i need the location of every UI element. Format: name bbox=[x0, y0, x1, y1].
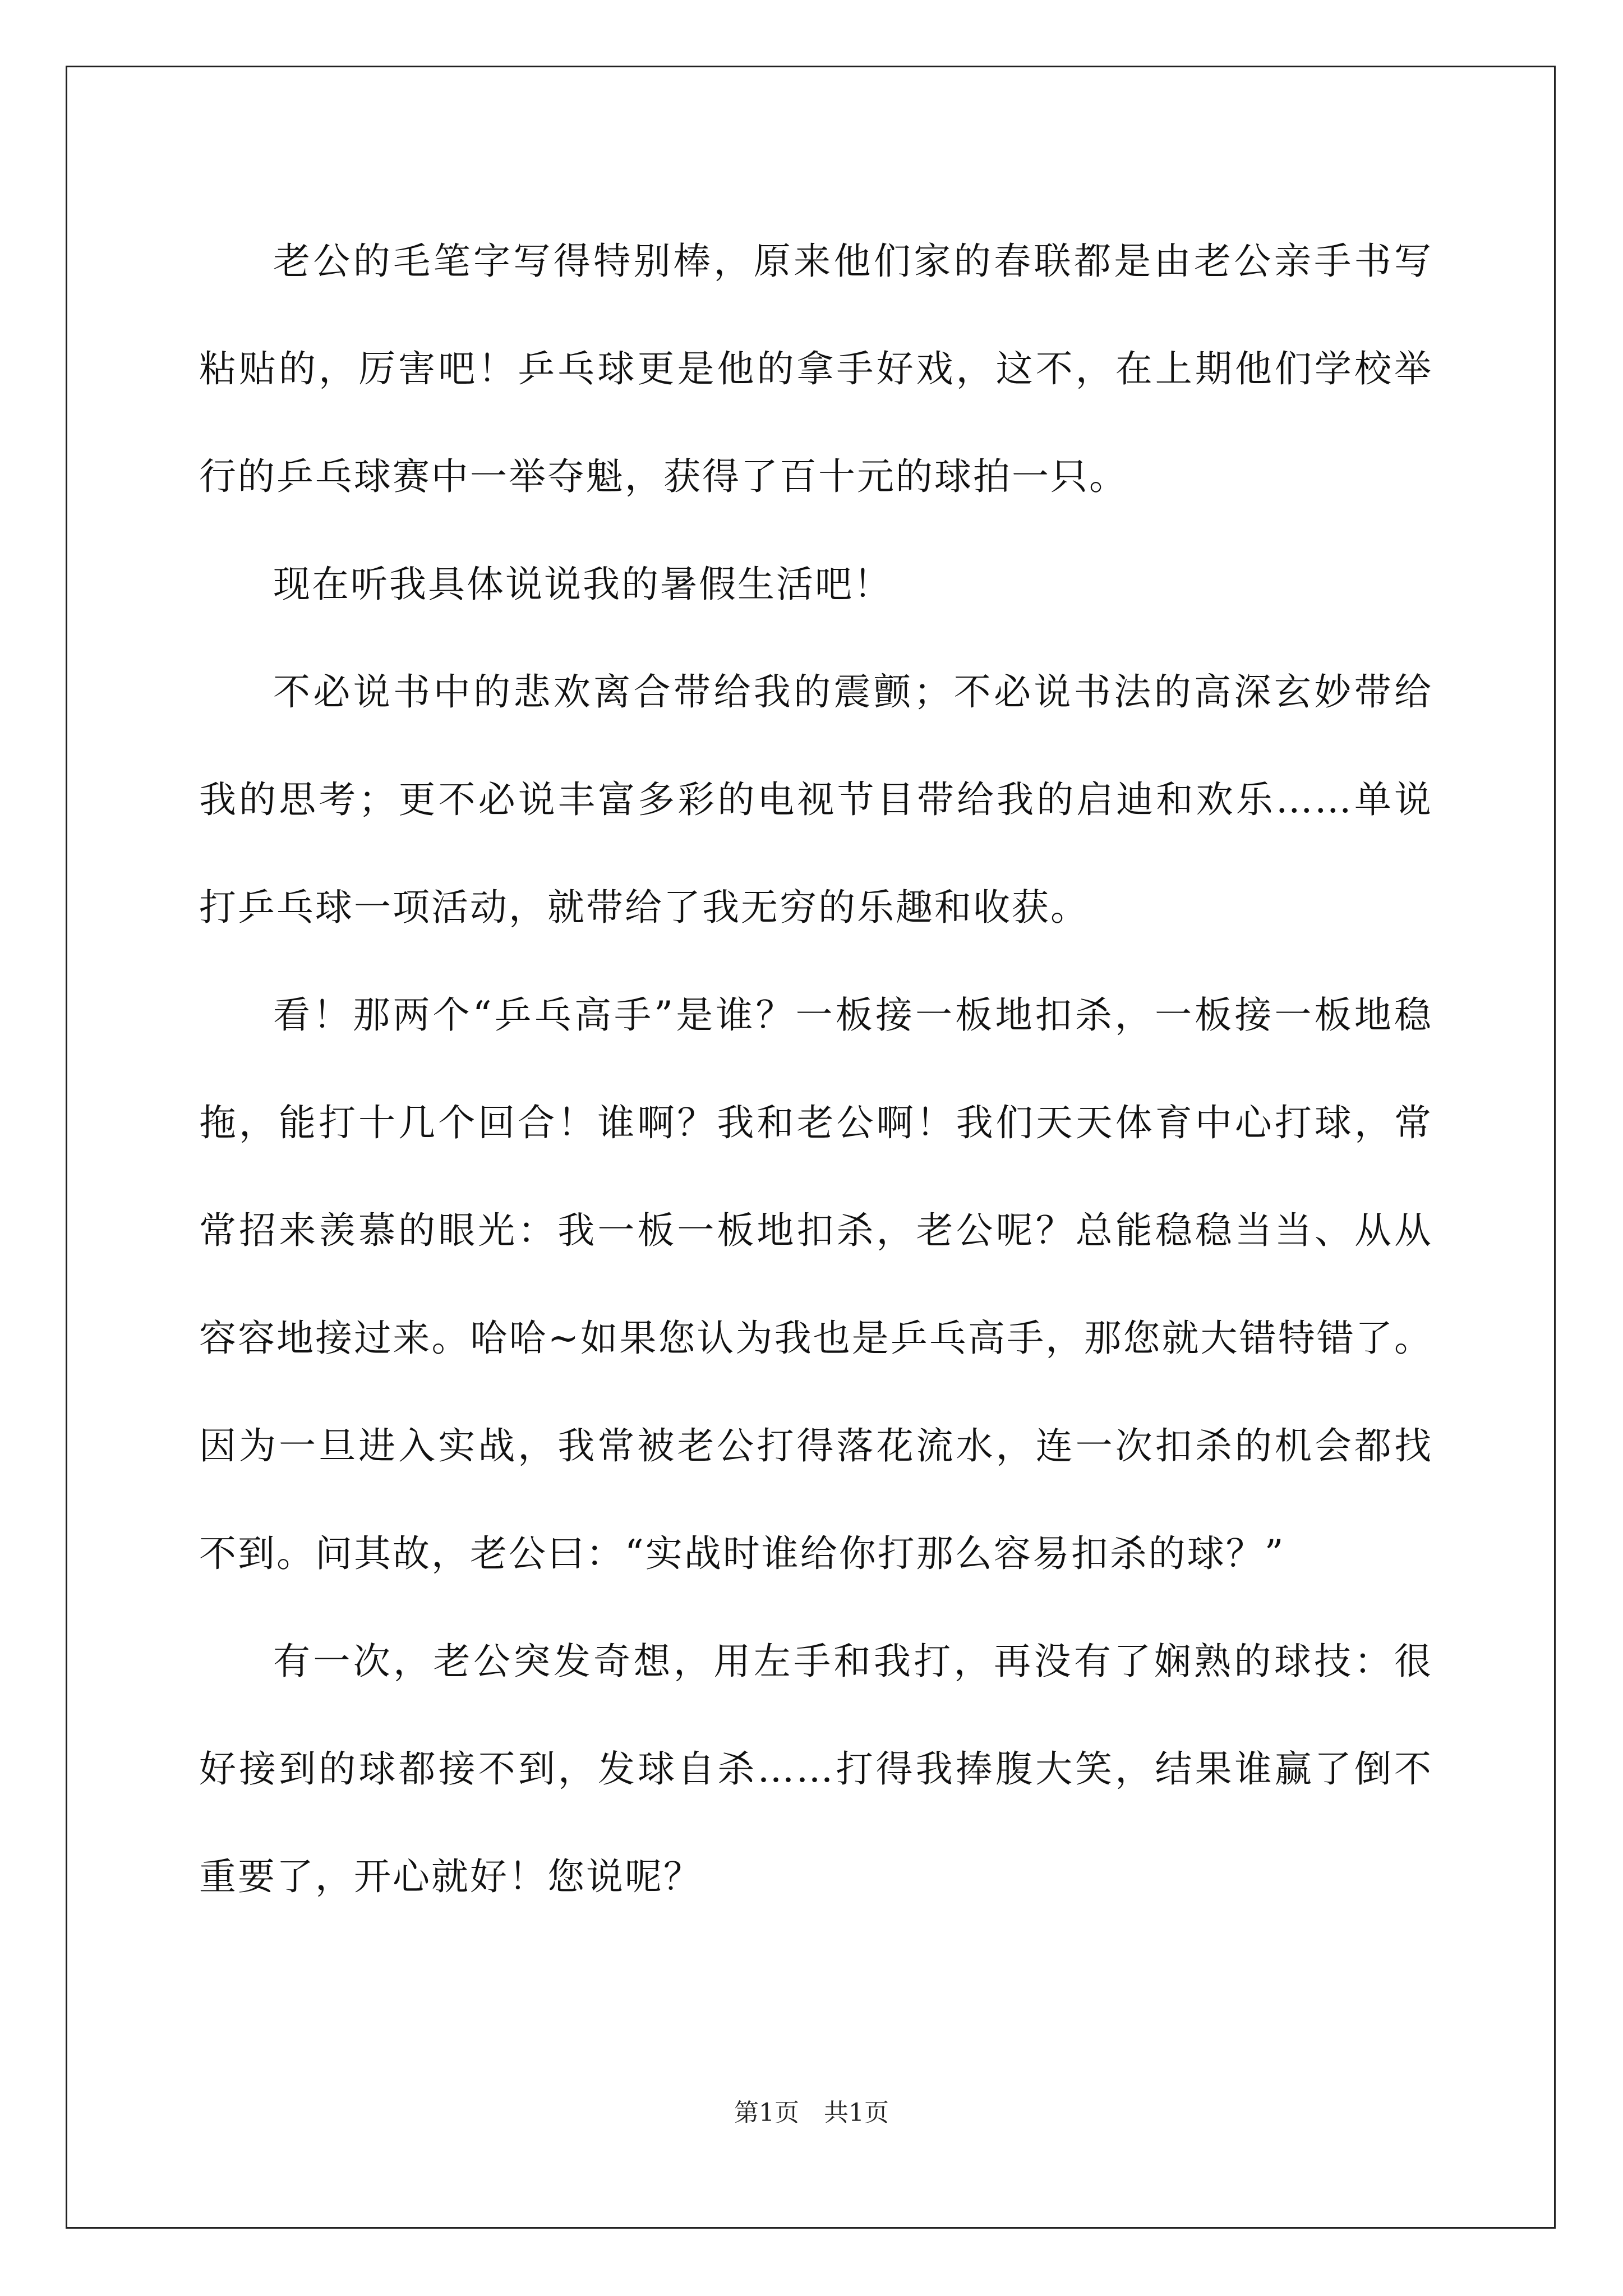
document-body bbox=[199, 208, 1433, 1931]
page-number-footer: 第1页 共1页 bbox=[734, 2099, 889, 2127]
paragraph-2: 现在听我具体说说我的暑假生活吧！ bbox=[273, 563, 892, 606]
paragraph-5: 有一次，老公突发奇想，用左手和我打，再没有了娴熟的球技：很好接到的球都接不到，发球自杀……打得我捧腹大笑，结果谁赢了倒不重要了，开心就好！您说呢？ bbox=[199, 1640, 1433, 1898]
paragraph-1: 老公的毛笔字写得特别棒，原来他们家的春联都是由老公亲手书写粘贴的，厉害吧！乒乓球更是他的拿手好戏，这不，在上期他们学校举行的乒乓球赛中一举夺魁，获得了百十元的球拍一只。 bbox=[199, 240, 1433, 498]
paragraph-4: 看！那两个“乒乓高手”是谁？一板接一板地扣杀，一板接一板地稳拖，能打十几个回合！谁啊？我和老公啊！我们天天体育中心打球，常常招来羡慕的眼光：我一板一板地扣杀，老公呢？总能稳稳当当、从从容容地接过来。哈哈~如果您认为我也是乒乓高手，那您就大错特错了。因为一旦进入实战，我常被老公打得落花流水，连一次扣杀的机会都找不到。问其故，老公曰：“实战时谁给你打那么容易扣杀的球？” bbox=[199, 993, 1433, 1575]
paragraph-3: 不必说书中的悲欢离合带给我的震颤；不必说书法的高深玄妙带给我的思考；更不必说丰富多彩的电视节目带给我的启迪和欢乐……单说打乒乓球一项活动，就带给了我无穷的乐趣和收获。 bbox=[199, 670, 1433, 929]
